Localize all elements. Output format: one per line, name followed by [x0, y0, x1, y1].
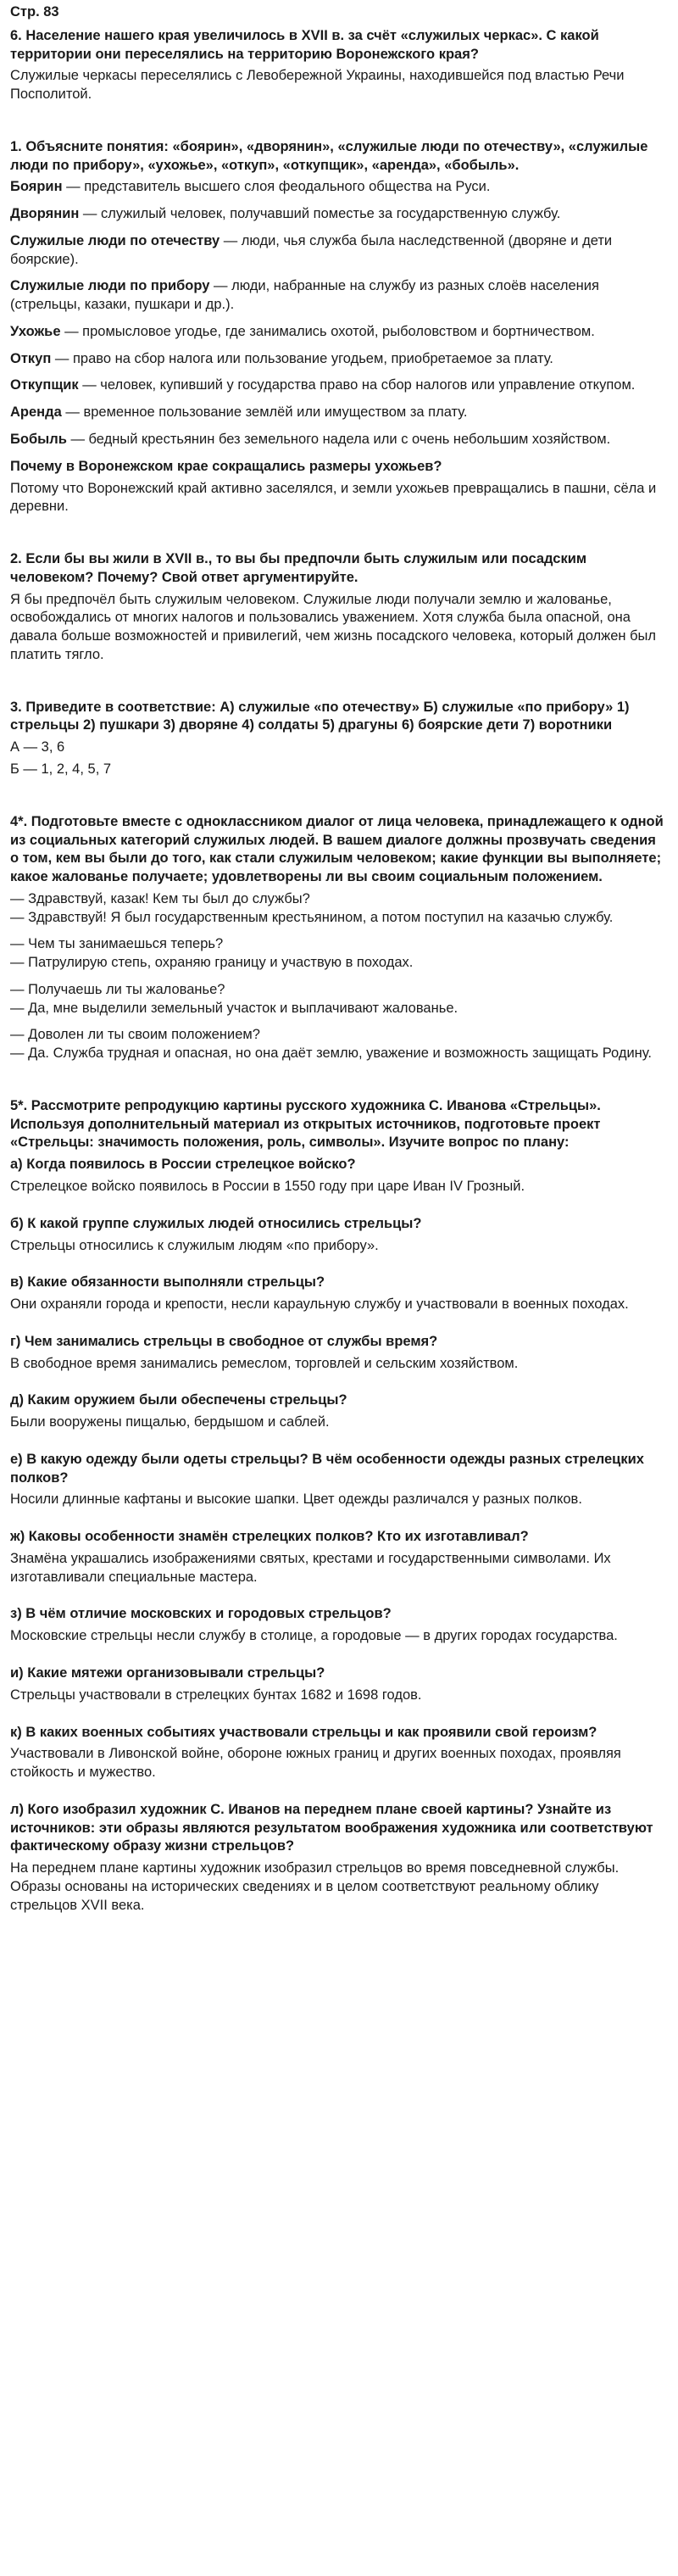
term-definition [10, 323, 668, 342]
term-text: — право на сбор налога или пользование угодьем, приобретаемое за плату. [51, 350, 553, 366]
document-page [10, 3, 668, 1915]
term-name: Боярин [10, 179, 63, 195]
term-definition [10, 232, 668, 270]
item-spacer [10, 1381, 668, 1391]
term-name: Аренда [10, 404, 62, 421]
dialogue-exchange [10, 1026, 668, 1063]
plan-item-question: и) Какие мятежи организовывали стрельцы? [10, 1665, 325, 1681]
term-text: — служилый человек, получавший поместье за государственную службу. [79, 206, 561, 222]
term-definition [10, 277, 668, 315]
question-5-section [10, 1097, 668, 1915]
term-definition [10, 350, 668, 369]
question-1-text: 1. Объясните понятия: «боярин», «дворянин», «служилые люди по отечеству», «служилые люди по прибору», «ухожье», «откуп», «откупщик», «аренда», «бобыль». [10, 138, 648, 173]
plan-item-answer: Они охраняли города и крепости, несли караульную службу и участвовали в военных походах. [10, 1296, 629, 1313]
plan-item-question: б) К какой группе служилых людей относились стрельцы? [10, 1215, 422, 1231]
dialogue-line: — Чем ты занимаешься теперь? [10, 936, 224, 952]
term-text: — люди, чья служба была наследственной (дворяне и дети боярские). [10, 232, 613, 267]
dialogue-line: — Здравствуй! Я был государственным крестьянином, а потом поступил на казачью службу. [10, 909, 614, 925]
item-spacer [10, 1518, 668, 1528]
question-5-text: 5*. Рассмотрите репродукцию картины русского художника С. Иванова «Стрельцы». Используя дополнительный материал из открытых источников, подготовьте проект «Стрельцы: значимость положения, роль, символы». Изучите вопрос по плану: [10, 1097, 601, 1151]
question-6-section [10, 27, 668, 104]
dialogue-exchange [10, 981, 668, 1018]
plan-item-question: к) В каких военных событиях участвовали стрельцы и как проявили свой героизм? [10, 1724, 597, 1740]
page-header: Стр. 83 [10, 4, 59, 20]
question-4-section [10, 813, 668, 1063]
item-spacer [10, 1263, 668, 1274]
term-name: Дворянин [10, 206, 80, 222]
term-definition [10, 376, 668, 395]
plan-item-question: в) Какие обязанности выполняли стрельцы? [10, 1274, 325, 1291]
plan-item-question: е) В какую одежду были одеты стрельцы? В чём особенности одежды разных стрелецких полков? [10, 1451, 644, 1486]
term-name: Служилые люди по отечеству [10, 232, 220, 248]
plan-item-answer: В свободное время занимались ремеслом, торговлей и сельским хозяйством. [10, 1355, 519, 1371]
section-spacer [10, 788, 668, 813]
dialogue-exchange [10, 890, 668, 928]
term-text: — бедный крестьянин без земельного надела или с очень небольшим хозяйством. [66, 432, 611, 448]
plan-item-answer: Стрельцы участвовали в стрелецких бунтах 1682 и 1698 годов. [10, 1687, 422, 1703]
section-spacer [10, 113, 668, 138]
question-6-answer: Служилые черкасы переселялись с Левобережной Украины, находившейся под властью Речи Посполитой. [10, 68, 625, 103]
term-text: — промысловое угодье, где занимались охотой, рыболовством и бортничеством. [60, 323, 595, 339]
dialogue-line: — Да. Служба трудная и опасная, но она даёт землю, уважение и возможность защищать Родину. [10, 1045, 652, 1062]
question-2-answer: Я бы предпочёл быть служилым человеком. Служилые люди получали землю и жалованье, освобождались от многих налогов и пользовались уважением. Хотя служба была опасной, она давала больше возможностей и привилегий, чем жизнь посадского человека, который должен был платить тягло. [10, 591, 657, 662]
section-spacer [10, 673, 668, 699]
question-1-section [10, 138, 668, 516]
term-definition [10, 431, 668, 449]
question-2-text: 2. Если бы вы жили в XVII в., то вы бы предпочли быть служилым или посадским человеком? Почему? Свой ответ аргументируйте. [10, 551, 587, 585]
question-3-answer-b: Б — 1, 2, 4, 5, 7 [10, 761, 112, 777]
term-name: Служилые люди по прибору [10, 278, 210, 294]
dialogue-line: — Да, мне выделили земельный участок и выплачивают жалованье. [10, 1000, 458, 1016]
item-spacer [10, 1441, 668, 1451]
plan-item-question: ж) Каковы особенности знамён стрелецких полков? Кто их изготавливал? [10, 1529, 529, 1545]
item-spacer [10, 1205, 668, 1215]
plan-item-answer: Были вооружены пищалью, бердышом и саблей. [10, 1414, 330, 1430]
plan-item-question: а) Когда появилось в России стрелецкое войско? [10, 1157, 356, 1173]
dialogue-exchange [10, 935, 668, 973]
item-spacer [10, 1323, 668, 1333]
term-name: Ухожье [10, 323, 61, 339]
question-1-subanswer: Потому что Воронежский край активно заселялся, и земли ухожьев превращались в пашни, сёла и деревни. [10, 480, 657, 515]
question-3-section [10, 699, 668, 779]
question-3-answer-a: А — 3, 6 [10, 739, 65, 756]
term-name: Бобыль [10, 432, 67, 448]
term-name: Откуп [10, 350, 52, 366]
section-spacer [10, 1072, 668, 1097]
plan-item-question: д) Каким оружием были обеспечены стрельцы? [10, 1392, 347, 1408]
question-2-section [10, 550, 668, 665]
plan-item-question: г) Чем занимались стрельцы в свободное от службы время? [10, 1333, 438, 1349]
plan-item-answer: Стрельцы относились к служилым людям «по прибору». [10, 1237, 379, 1253]
term-definition [10, 205, 668, 224]
term-text: — представитель высшего слоя феодального общества на Руси. [62, 179, 491, 195]
section-spacer [10, 525, 668, 550]
dialogue-line: — Здравствуй, казак! Кем ты был до службы? [10, 890, 310, 906]
question-1-subquestion: Почему в Воронежском крае сокращались размеры ухожьев? [10, 458, 442, 474]
term-text: — люди, набранные на службу из разных слоёв населения (стрельцы, казаки, пушкари и др.). [10, 278, 599, 313]
item-spacer [10, 1654, 668, 1664]
plan-item-question: з) В чём отличие московских и городовых стрельцов? [10, 1606, 392, 1622]
plan-item-answer: Знамёна украшались изображениями святых, крестами и государственными символами. Их изготавливали специальные мастера. [10, 1550, 611, 1585]
dialogue-line: — Доволен ли ты своим положением? [10, 1027, 260, 1043]
question-6-text: 6. Население нашего края увеличилось в XVII в. за счёт «служилых черкас». С какой территории они переселялись на территорию Воронежского края? [10, 27, 599, 62]
question-3-text: 3. Приведите в соответствие: А) служилые «по отечеству» Б) служилые «по прибору» 1) стрельцы 2) пушкари 3) дворяне 4) солдаты 5) драгуны 6) боярские дети 7) воротники [10, 699, 630, 733]
question-4-text: 4*. Подготовьте вместе с одноклассником диалог от лица человека, принадлежащего к одной из социальных категорий служилых людей. В вашем диалоге должны прозвучать сведения о том, кем вы были до того, как стали служилым человеком; какие функции вы выполняете; какое жалованье получаете; удовлетворены ли вы своим социальным положением. [10, 813, 664, 885]
term-definition [10, 178, 668, 197]
dialogue-line: — Патрулирую степь, охраняю границу и участвую в походах. [10, 955, 414, 971]
plan-item-answer: На переднем плане картины художник изобразил стрельцов во время повседневной службы. Образы основаны на исторических сведениях и в целом соответствуют реальному облику стрельцов XVII века. [10, 1860, 620, 1913]
plan-item-answer: Носили длинные кафтаны и высокие шапки. Цвет одежды различался у разных полков. [10, 1492, 582, 1508]
plan-item-answer: Стрелецкое войско появилось в России в 1550 году при царе Иван IV Грозный. [10, 1178, 525, 1194]
dialogue-line: — Получаешь ли ты жалованье? [10, 981, 225, 997]
item-spacer [10, 1714, 668, 1724]
term-text: — человек, купивший у государства право на сбор налогов или управление откупом. [78, 377, 636, 393]
plan-item-answer: Московские стрельцы несли службу в столице, а городовые — в других городах государства. [10, 1628, 618, 1644]
term-definition [10, 404, 668, 422]
item-spacer [10, 1595, 668, 1605]
item-spacer [10, 1791, 668, 1801]
plan-item-question: л) Кого изобразил художник С. Иванов на переднем плане своей картины? Узнайте из источников: эти образы являются результатом воображения художника или соответствуют фактическому образу жизни стрельцов? [10, 1801, 653, 1854]
term-text: — временное пользование землёй или имуществом за плату. [61, 404, 468, 421]
term-name: Откупщик [10, 377, 79, 393]
plan-item-answer: Участвовали в Ливонской войне, обороне южных границ и других военных походах, проявляя стойкость и мужество. [10, 1746, 621, 1781]
